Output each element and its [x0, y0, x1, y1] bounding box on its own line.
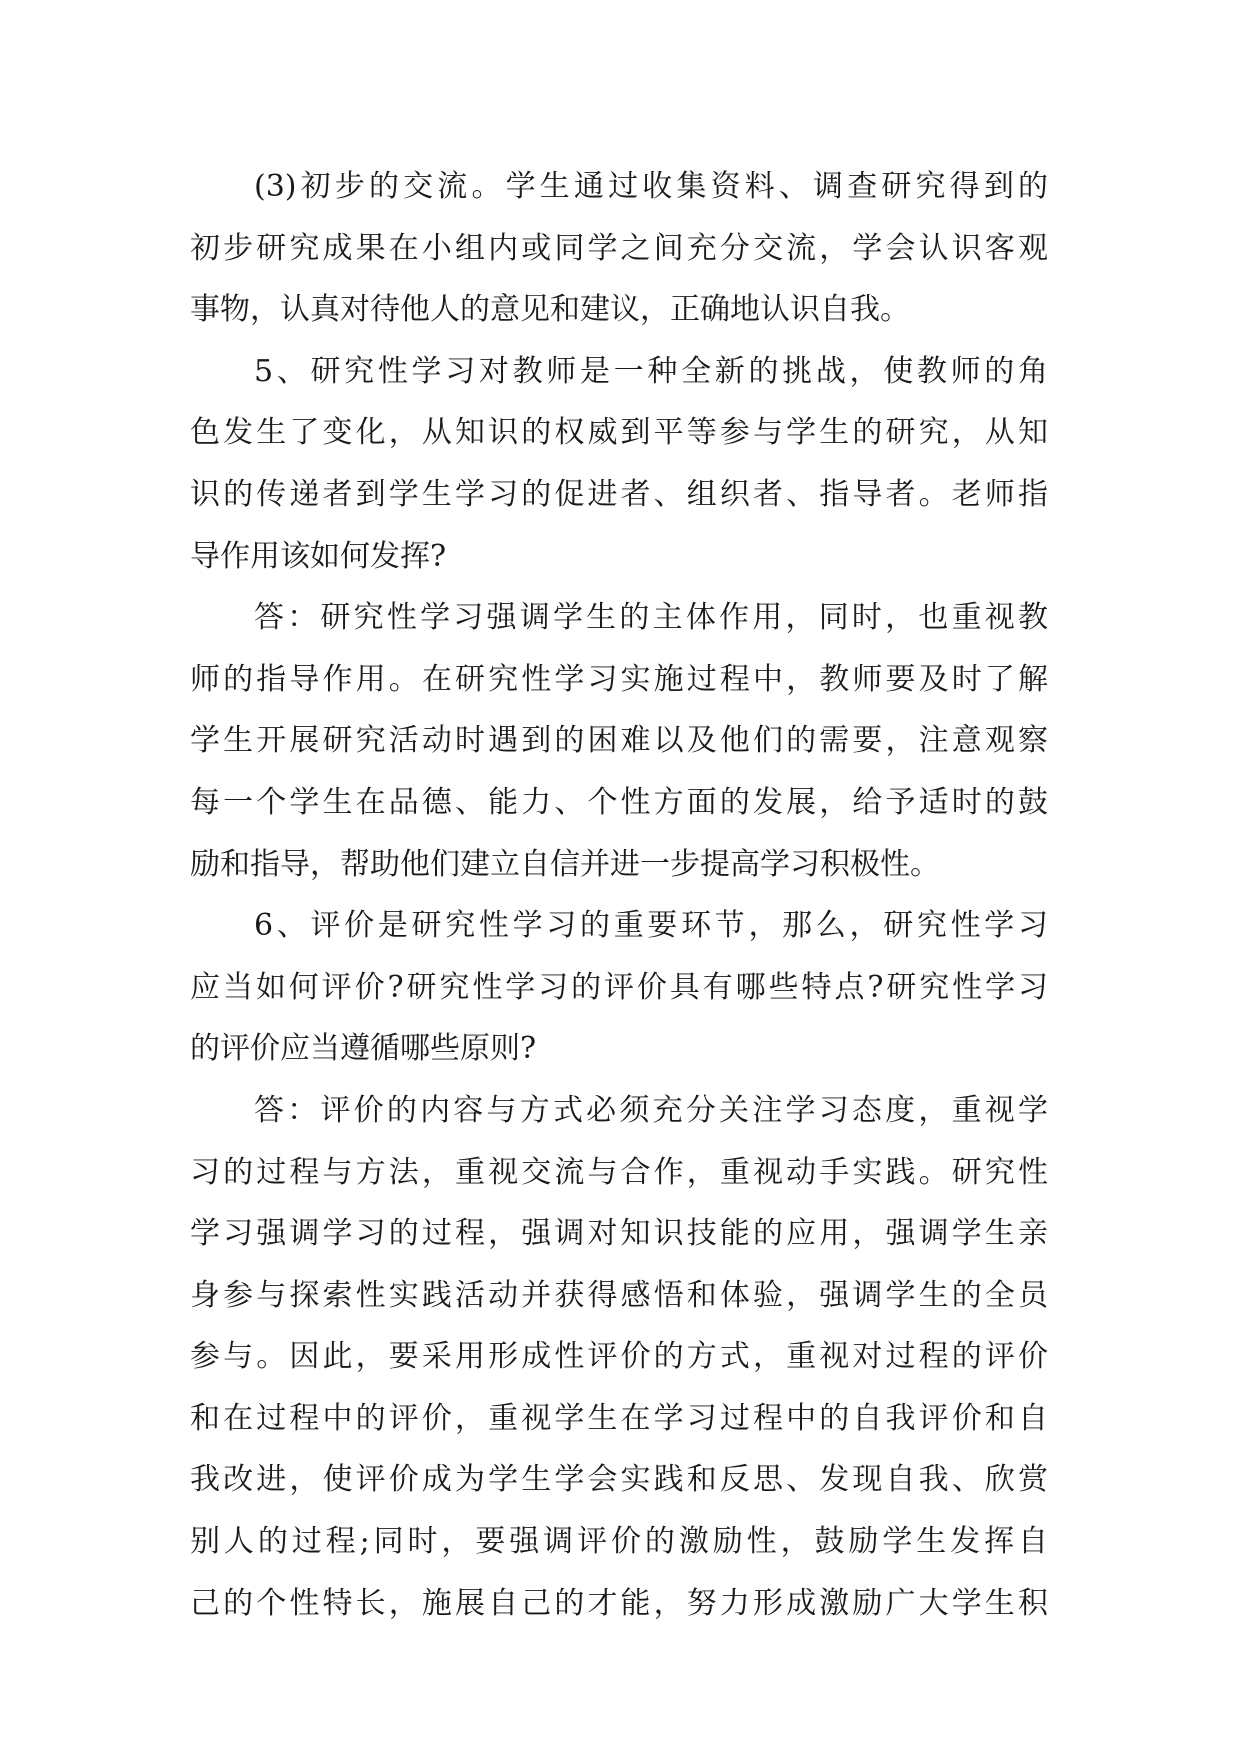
text-line: 我改进，使评价成为学生学会实践和反思、发现自我、欣赏 — [190, 1462, 1048, 1498]
text-line: 师的指导作用。在研究性学习实施过程中，教师要及时了解 — [190, 661, 1048, 697]
text-line: 励和指导，帮助他们建立自信并进一步提高学习积极性。 — [190, 846, 940, 882]
text-line: 己的个性特长，施展自己的才能，努力形成激励广大学生积 — [190, 1585, 1048, 1621]
text-line: 5、研究性学习对教师是一种全新的挑战，使教师的角 — [254, 353, 1048, 389]
text-line: 学习强调学习的过程，强调对知识技能的应用，强调学生亲 — [190, 1216, 1048, 1252]
document-body — [190, 156, 1048, 1634]
text-line: 答：研究性学习强调学生的主体作用，同时，也重视教 — [254, 600, 1048, 636]
text-line: 导作用该如何发挥? — [190, 538, 447, 574]
text-line: 初步研究成果在小组内或同学之间充分交流，学会认识客观 — [190, 230, 1048, 266]
text-line: 应当如何评价?研究性学习的评价具有哪些特点?研究性学习 — [190, 969, 1048, 1005]
text-line: 识的传递者到学生学习的促进者、组织者、指导者。老师指 — [190, 476, 1048, 512]
text-line: 每一个学生在品德、能力、个性方面的发展，给予适时的鼓 — [190, 784, 1048, 820]
text-line: 6、评价是研究性学习的重要环节，那么，研究性学习 — [254, 908, 1048, 944]
text-line: 习的过程与方法，重视交流与合作，重视动手实践。研究性 — [190, 1154, 1048, 1190]
text-line: 的评价应当遵循哪些原则? — [190, 1031, 537, 1067]
text-line: 和在过程中的评价，重视学生在学习过程中的自我评价和自 — [190, 1400, 1048, 1436]
text-line: 参与。因此，要采用形成性评价的方式，重视对过程的评价 — [190, 1339, 1048, 1375]
text-line: 事物，认真对待他人的意见和建议，正确地认识自我。 — [190, 292, 910, 328]
text-line: (3)初步的交流。学生通过收集资料、调查研究得到的 — [254, 169, 1048, 204]
text-line: 学生开展研究活动时遇到的困难以及他们的需要，注意观察 — [190, 723, 1048, 759]
text-line: 答：评价的内容与方式必须充分关注学习态度，重视学 — [254, 1092, 1048, 1128]
text-line: 色发生了变化，从知识的权威到平等参与学生的研究，从知 — [190, 415, 1048, 451]
text-line: 身参与探索性实践活动并获得感悟和体验，强调学生的全员 — [190, 1277, 1048, 1313]
text-line: 别人的过程;同时，要强调评价的激励性，鼓励学生发挥自 — [190, 1524, 1048, 1560]
